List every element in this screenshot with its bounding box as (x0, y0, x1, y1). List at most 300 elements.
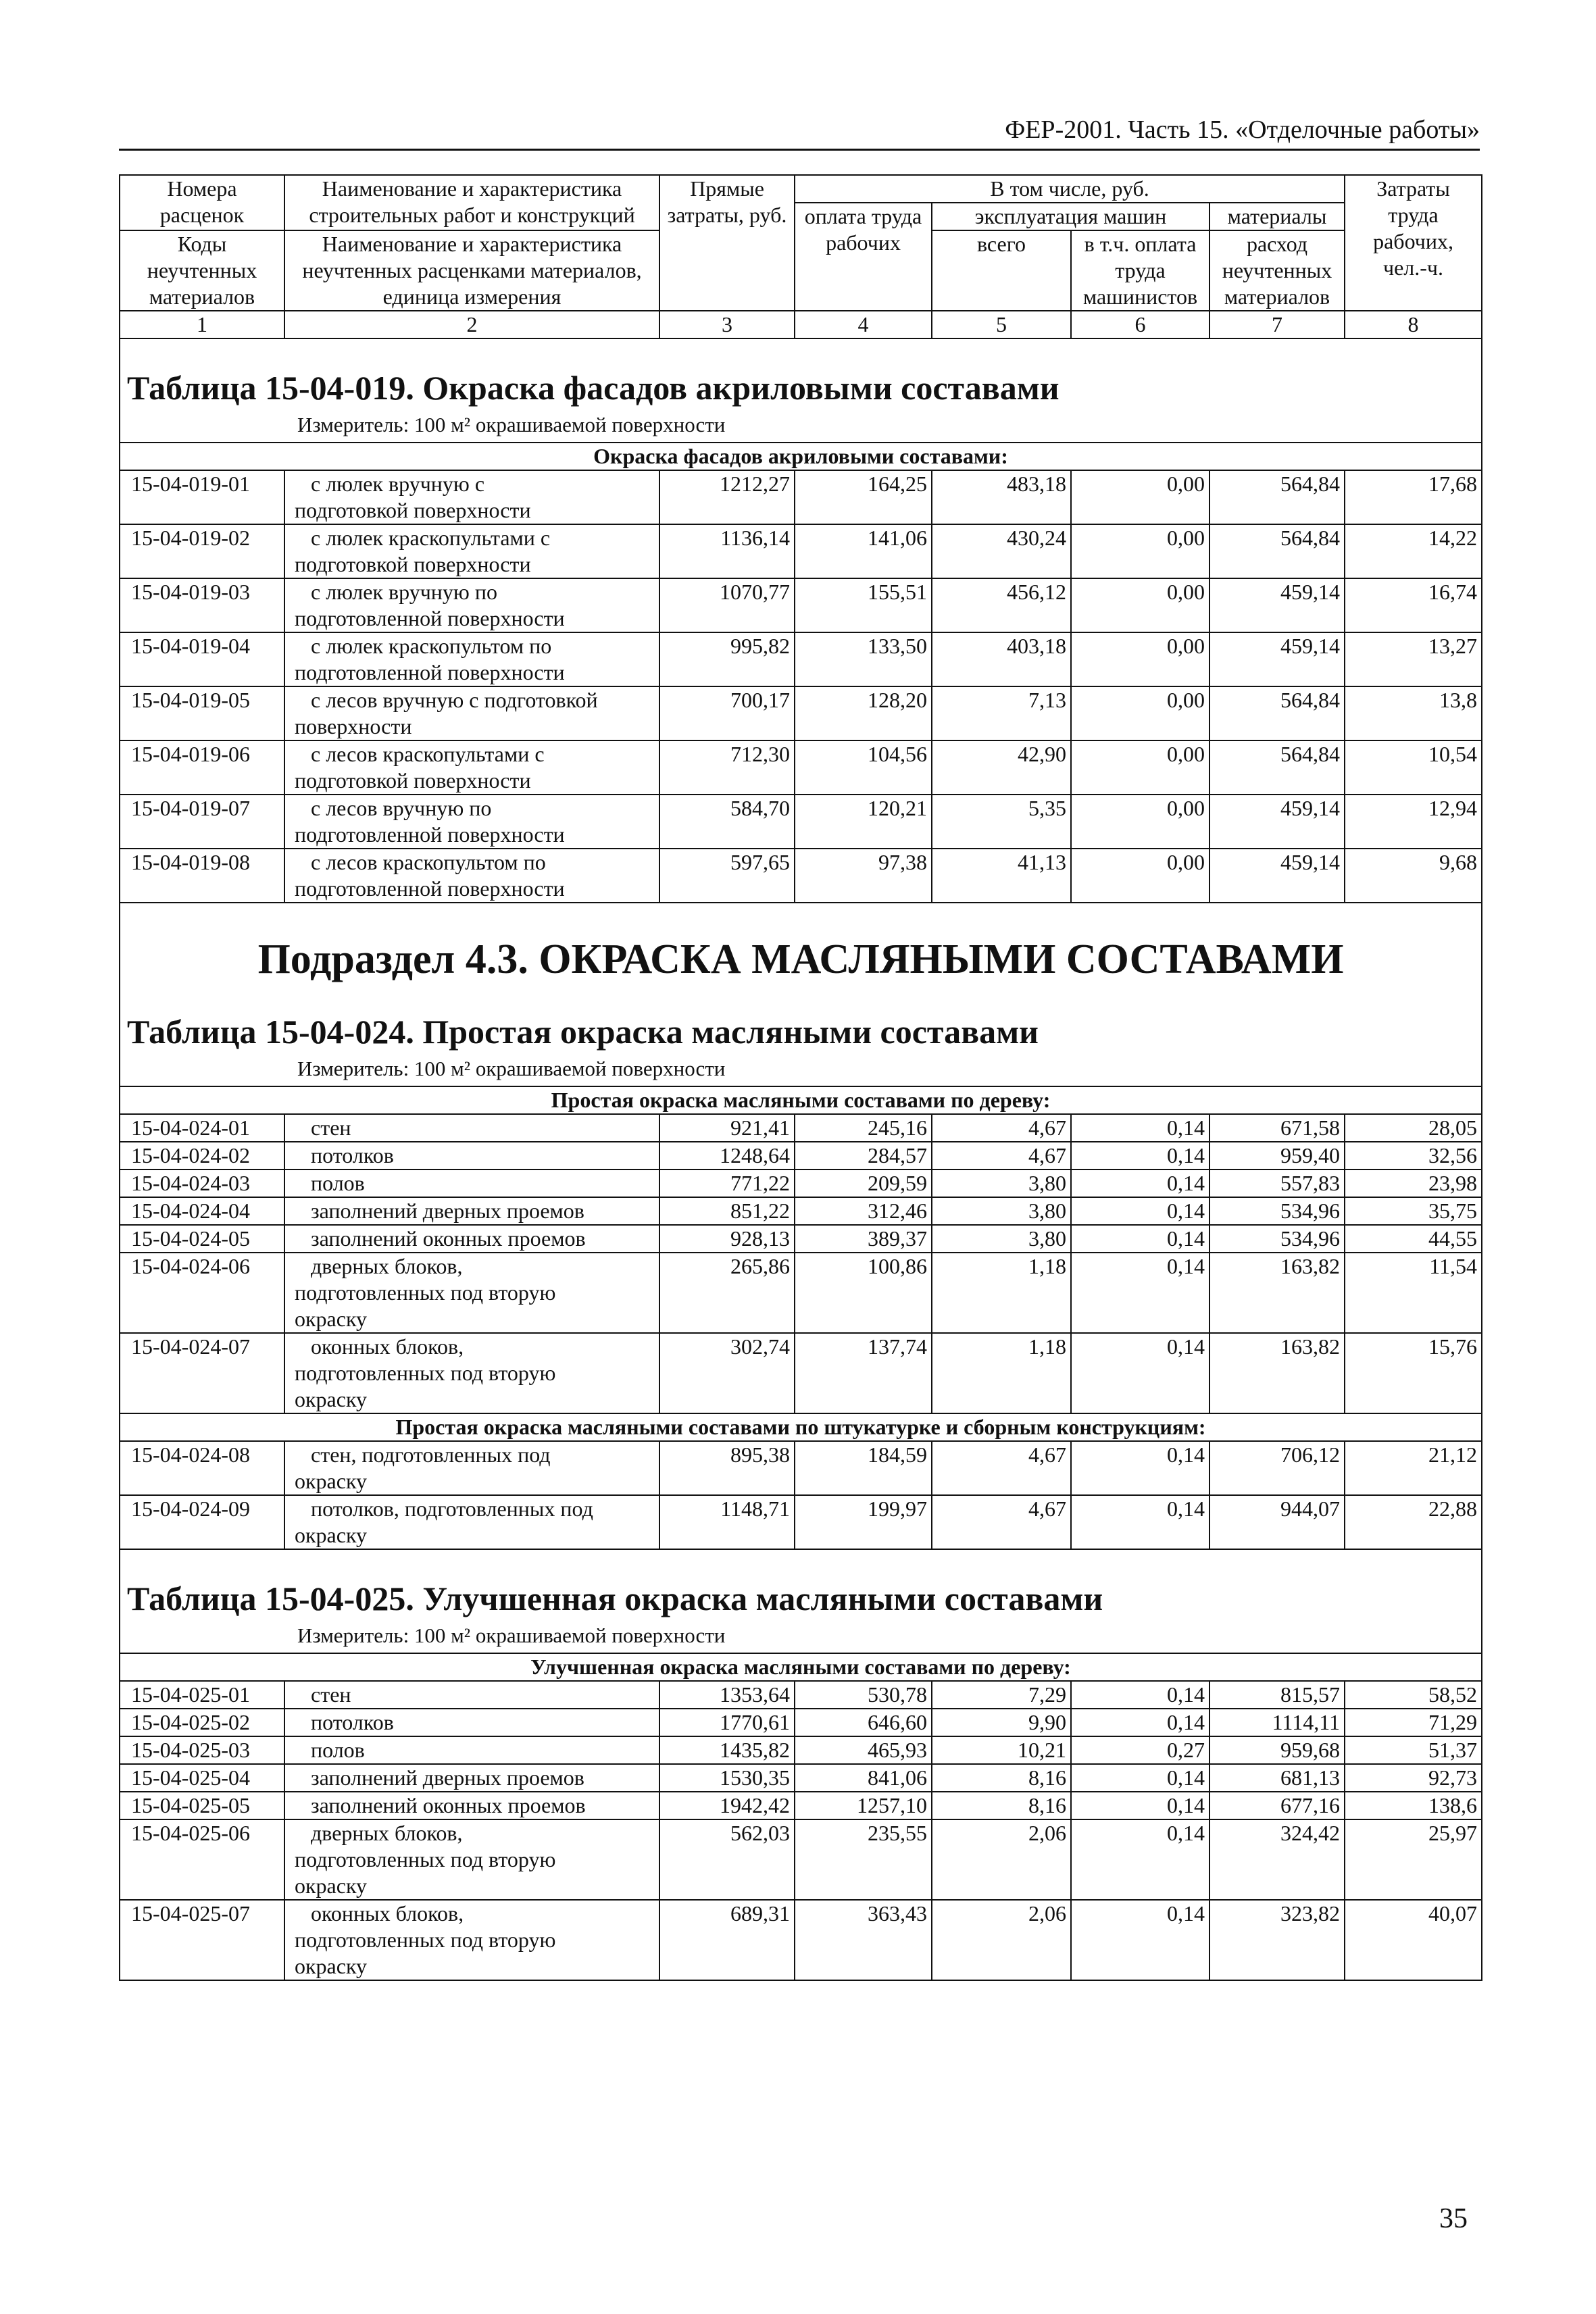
work-name-line: потолков (311, 1710, 394, 1734)
machinist-wages-cell: 0,14 (1071, 1900, 1210, 1980)
col1-bottom-header: Коды неучтенных материалов (120, 230, 284, 311)
work-name (284, 795, 659, 849)
labor-wages-cell: 646,60 (795, 1709, 932, 1736)
work-name-line: с лесов вручную по (311, 796, 492, 820)
work-name-line: окраску (295, 1873, 368, 1898)
labor-wages-cell: 199,97 (795, 1495, 932, 1549)
labor-wages-cell: 104,56 (795, 740, 932, 795)
rate-code: 15-04-019-01 (120, 470, 284, 524)
labor-hours-cell: 23,98 (1345, 1169, 1482, 1197)
table-025-title: Таблица 15-04-025. Улучшенная окраска масляными составами (127, 1580, 1103, 1617)
work-name-line: стен (311, 1115, 351, 1140)
materials-cost-cell: 706,12 (1210, 1441, 1345, 1495)
machinist-wages-cell: 0,14 (1071, 1114, 1210, 1142)
labor-wages-cell: 155,51 (795, 578, 932, 632)
rate-code: 15-04-025-02 (120, 1709, 284, 1736)
machines-total-cell: 3,80 (932, 1225, 1071, 1253)
table-row (120, 1333, 1482, 1413)
running-header: ФЕР-2001. Часть 15. «Отделочные работы» (119, 115, 1480, 151)
work-name (284, 740, 659, 795)
work-name-line: дверных блоков, (311, 1821, 463, 1845)
machines-total-cell: 10,21 (932, 1736, 1071, 1764)
col5-header: всего (932, 230, 1071, 311)
labor-wages-cell: 465,93 (795, 1736, 932, 1764)
machines-total-cell: 1,18 (932, 1253, 1071, 1333)
section-title: Подраздел 4.3. ОКРАСКА МАСЛЯНЫМИ СОСТАВАМИ (257, 936, 1344, 982)
direct-cost-cell: 700,17 (659, 686, 795, 740)
direct-cost-cell: 1942,42 (659, 1792, 795, 1819)
labor-hours-cell: 92,73 (1345, 1764, 1482, 1792)
work-name (284, 1900, 659, 1980)
column-number: 5 (932, 311, 1071, 338)
work-name (284, 686, 659, 740)
machinist-wages-cell: 0,14 (1071, 1142, 1210, 1169)
group-heading: Окраска фасадов акриловыми составами: (120, 443, 1482, 470)
machines-total-cell: 4,67 (932, 1114, 1071, 1142)
labor-hours-cell: 40,07 (1345, 1900, 1482, 1980)
work-name-line: окраску (295, 1307, 368, 1331)
direct-cost-cell: 1435,82 (659, 1736, 795, 1764)
group-row-024-wood (120, 1086, 1482, 1114)
work-name-line: подготовленной поверхности (295, 660, 565, 684)
work-name-line: потолков (311, 1143, 394, 1167)
column-numbers-row (120, 311, 1482, 338)
materials-cost-cell: 564,84 (1210, 470, 1345, 524)
work-name-line: подготовкой поверхности (295, 768, 531, 793)
table-row (120, 686, 1482, 740)
rate-code: 15-04-019-07 (120, 795, 284, 849)
rate-code: 15-04-024-03 (120, 1169, 284, 1197)
labor-hours-cell: 15,76 (1345, 1333, 1482, 1413)
table-row (120, 849, 1482, 903)
machines-total-cell: 3,80 (932, 1169, 1071, 1197)
rate-code: 15-04-025-01 (120, 1681, 284, 1709)
rate-code: 15-04-024-07 (120, 1333, 284, 1413)
price-table-container (119, 174, 1481, 1981)
work-name-line: подготовленных под вторую (295, 1847, 556, 1871)
column-number: 6 (1071, 311, 1210, 338)
machines-total-cell: 42,90 (932, 740, 1071, 795)
work-name (284, 632, 659, 686)
rate-code: 15-04-025-04 (120, 1764, 284, 1792)
table-row (120, 1114, 1482, 1142)
table-row (120, 1900, 1482, 1980)
labor-wages-cell: 137,74 (795, 1333, 932, 1413)
labor-wages-cell: 133,50 (795, 632, 932, 686)
page-number: 35 (1439, 2203, 1468, 2234)
materials-cost-cell: 564,84 (1210, 740, 1345, 795)
machines-total-cell: 9,90 (932, 1709, 1071, 1736)
machinist-wages-cell: 0,14 (1071, 1495, 1210, 1549)
labor-hours-cell: 13,27 (1345, 632, 1482, 686)
column-number: 4 (795, 311, 932, 338)
machinist-wages-cell: 0,14 (1071, 1225, 1210, 1253)
machinist-wages-cell: 0,00 (1071, 524, 1210, 578)
direct-cost-cell: 1530,35 (659, 1764, 795, 1792)
work-name-line: подготовленной поверхности (295, 822, 565, 847)
machinist-wages-cell: 0,14 (1071, 1764, 1210, 1792)
work-name (284, 1114, 659, 1142)
labor-hours-cell: 71,29 (1345, 1709, 1482, 1736)
work-name-line: заполнений дверных проемов (311, 1199, 584, 1223)
table-row (120, 632, 1482, 686)
direct-cost-cell: 584,70 (659, 795, 795, 849)
work-name-line: полов (311, 1171, 365, 1195)
rate-code: 15-04-019-08 (120, 849, 284, 903)
direct-cost-cell: 302,74 (659, 1333, 795, 1413)
work-name-line: полов (311, 1738, 365, 1762)
materials-cost-cell: 557,83 (1210, 1169, 1345, 1197)
direct-cost-cell: 689,31 (659, 1900, 795, 1980)
table-row (120, 1709, 1482, 1736)
column-number: 1 (120, 311, 284, 338)
rate-code: 15-04-024-04 (120, 1197, 284, 1225)
materials-cost-cell: 459,14 (1210, 795, 1345, 849)
work-name-line: с люлек вручную по (311, 580, 497, 604)
col1-top-header: Номера расценок (120, 175, 284, 230)
labor-hours-cell: 44,55 (1345, 1225, 1482, 1253)
work-name-line: с люлек вручную с (311, 472, 485, 496)
materials-header: материалы (1210, 203, 1345, 230)
machines-total-cell: 483,18 (932, 470, 1071, 524)
table-row (120, 524, 1482, 578)
machinist-wages-cell: 0,00 (1071, 849, 1210, 903)
work-name-line: стен, подготовленных под (311, 1442, 551, 1467)
work-name (284, 1681, 659, 1709)
direct-cost-cell: 562,03 (659, 1819, 795, 1900)
work-name-line: с лесов краскопультами с (311, 742, 545, 766)
machinist-wages-cell: 0,14 (1071, 1169, 1210, 1197)
work-name-line: подготовленных под вторую (295, 1280, 556, 1305)
table-row (120, 1142, 1482, 1169)
machines-total-cell: 4,67 (932, 1441, 1071, 1495)
machines-total-cell: 2,06 (932, 1819, 1071, 1900)
column-number: 3 (659, 311, 795, 338)
direct-cost-cell: 1212,27 (659, 470, 795, 524)
labor-hours-cell: 12,94 (1345, 795, 1482, 849)
labor-wages-cell: 100,86 (795, 1253, 932, 1333)
materials-cost-cell: 564,84 (1210, 686, 1345, 740)
group-heading: Простая окраска масляными составами по дереву: (120, 1086, 1482, 1114)
work-name-line: заполнений оконных проемов (311, 1226, 586, 1251)
rate-code: 15-04-024-02 (120, 1142, 284, 1169)
labor-wages-cell: 120,21 (795, 795, 932, 849)
labor-hours-cell: 10,54 (1345, 740, 1482, 795)
col8-header: Затраты труда рабочих, чел.-ч. (1345, 175, 1482, 311)
table-row (120, 1764, 1482, 1792)
machinist-wages-cell: 0,27 (1071, 1736, 1210, 1764)
direct-cost-cell: 851,22 (659, 1197, 795, 1225)
machines-total-cell: 3,80 (932, 1197, 1071, 1225)
column-number: 2 (284, 311, 659, 338)
col4-header: оплата труда рабочих (795, 203, 932, 311)
machines-total-cell: 8,16 (932, 1792, 1071, 1819)
labor-hours-cell: 9,68 (1345, 849, 1482, 903)
labor-hours-cell: 21,12 (1345, 1441, 1482, 1495)
labor-hours-cell: 25,97 (1345, 1819, 1482, 1900)
labor-wages-cell: 312,46 (795, 1197, 932, 1225)
machinist-wages-cell: 0,14 (1071, 1792, 1210, 1819)
rate-code: 15-04-025-03 (120, 1736, 284, 1764)
work-name-line: окраску (295, 1387, 368, 1411)
labor-hours-cell: 17,68 (1345, 470, 1482, 524)
work-name-line: оконных блоков, (311, 1334, 464, 1359)
machinist-wages-cell: 0,14 (1071, 1253, 1210, 1333)
machines-header: эксплуатация машин (932, 203, 1210, 230)
work-name-line: подготовленной поверхности (295, 876, 565, 901)
group-row-024-plaster (120, 1413, 1482, 1441)
machinist-wages-cell: 0,14 (1071, 1333, 1210, 1413)
rate-code: 15-04-019-05 (120, 686, 284, 740)
labor-hours-cell: 28,05 (1345, 1114, 1482, 1142)
direct-cost-cell: 597,65 (659, 849, 795, 903)
machines-total-cell: 5,35 (932, 795, 1071, 849)
labor-hours-cell: 35,75 (1345, 1197, 1482, 1225)
materials-cost-cell: 677,16 (1210, 1792, 1345, 1819)
work-name-line: с лесов краскопультом по (311, 850, 546, 874)
labor-wages-cell: 164,25 (795, 470, 932, 524)
rate-code: 15-04-024-08 (120, 1441, 284, 1495)
table-row (120, 1441, 1482, 1495)
rate-code: 15-04-024-06 (120, 1253, 284, 1333)
machines-total-cell: 41,13 (932, 849, 1071, 903)
work-name (284, 1253, 659, 1333)
table-019-measure-unit: Измеритель: 100 м² окрашиваемой поверхности (297, 413, 726, 436)
labor-hours-cell: 51,37 (1345, 1736, 1482, 1764)
table-row (120, 578, 1482, 632)
table-row (120, 1197, 1482, 1225)
materials-cost-cell: 163,82 (1210, 1253, 1345, 1333)
rate-code: 15-04-024-05 (120, 1225, 284, 1253)
work-name (284, 849, 659, 903)
machines-total-cell: 4,67 (932, 1142, 1071, 1169)
labor-wages-cell: 841,06 (795, 1764, 932, 1792)
work-name (284, 1441, 659, 1495)
labor-hours-cell: 11,54 (1345, 1253, 1482, 1333)
materials-cost-cell: 671,58 (1210, 1114, 1345, 1142)
section-title-row (120, 903, 1482, 1086)
work-name-line: заполнений оконных проемов (311, 1793, 586, 1817)
column-number: 7 (1210, 311, 1345, 338)
rate-code: 15-04-025-05 (120, 1792, 284, 1819)
labor-wages-cell: 363,43 (795, 1900, 932, 1980)
col2-bottom-header: Наименование и характеристика неучтенных расценками материалов, единица измерения (284, 230, 659, 311)
materials-cost-cell: 815,57 (1210, 1681, 1345, 1709)
work-name-line: подготовленной поверхности (295, 606, 565, 630)
machinist-wages-cell: 0,00 (1071, 686, 1210, 740)
column-number: 8 (1345, 311, 1482, 338)
work-name (284, 524, 659, 578)
materials-cost-cell: 163,82 (1210, 1333, 1345, 1413)
table-019-title-row (120, 338, 1482, 443)
machines-total-cell: 1,18 (932, 1333, 1071, 1413)
machines-total-cell: 7,13 (932, 686, 1071, 740)
work-name-line: дверных блоков, (311, 1254, 463, 1278)
machinist-wages-cell: 0,00 (1071, 632, 1210, 686)
labor-wages-cell: 245,16 (795, 1114, 932, 1142)
group-row-025 (120, 1653, 1482, 1681)
machinist-wages-cell: 0,14 (1071, 1441, 1210, 1495)
direct-cost-cell: 771,22 (659, 1169, 795, 1197)
col3-header: Прямые затраты, руб. (659, 175, 795, 311)
work-name-line: подготовленных под вторую (295, 1928, 556, 1952)
including-header: В том числе, руб. (795, 175, 1345, 203)
table-row (120, 1681, 1482, 1709)
work-name-line: подготовкой поверхности (295, 552, 531, 576)
work-name (284, 1709, 659, 1736)
work-name (284, 1225, 659, 1253)
direct-cost-cell: 921,41 (659, 1114, 795, 1142)
price-table (119, 174, 1482, 1981)
machinist-wages-cell: 0,00 (1071, 578, 1210, 632)
work-name (284, 1495, 659, 1549)
work-name-line: с лесов вручную с подготовкой (311, 688, 598, 712)
materials-cost-cell: 681,13 (1210, 1764, 1345, 1792)
direct-cost-cell: 1353,64 (659, 1681, 795, 1709)
labor-hours-cell: 138,6 (1345, 1792, 1482, 1819)
work-name-line: окраску (295, 1954, 368, 1978)
table-024-title: Таблица 15-04-024. Простая окраска масляными составами (127, 1013, 1039, 1051)
machines-total-cell: 8,16 (932, 1764, 1071, 1792)
col7-header: расход неучтенных материалов (1210, 230, 1345, 311)
group-row-019 (120, 443, 1482, 470)
labor-hours-cell: 58,52 (1345, 1681, 1482, 1709)
labor-hours-cell: 13,8 (1345, 686, 1482, 740)
work-name-line: стен (311, 1682, 351, 1707)
machinist-wages-cell: 0,14 (1071, 1819, 1210, 1900)
labor-wages-cell: 128,20 (795, 686, 932, 740)
table-row (120, 1253, 1482, 1333)
materials-cost-cell: 959,40 (1210, 1142, 1345, 1169)
labor-wages-cell: 141,06 (795, 524, 932, 578)
labor-hours-cell: 22,88 (1345, 1495, 1482, 1549)
work-name (284, 1333, 659, 1413)
labor-wages-cell: 1257,10 (795, 1792, 932, 1819)
rate-code: 15-04-024-01 (120, 1114, 284, 1142)
work-name-line: подготовленных под вторую (295, 1361, 556, 1385)
work-name-line: поверхности (295, 714, 412, 738)
table-019-title: Таблица 15-04-019. Окраска фасадов акриловыми составами (127, 369, 1059, 407)
machinist-wages-cell: 0,00 (1071, 795, 1210, 849)
direct-cost-cell: 1770,61 (659, 1709, 795, 1736)
table-row (120, 1495, 1482, 1549)
work-name (284, 470, 659, 524)
direct-cost-cell: 995,82 (659, 632, 795, 686)
labor-wages-cell: 389,37 (795, 1225, 932, 1253)
machinist-wages-cell: 0,14 (1071, 1681, 1210, 1709)
rate-code: 15-04-019-04 (120, 632, 284, 686)
table-row (120, 795, 1482, 849)
rate-code: 15-04-019-06 (120, 740, 284, 795)
work-name (284, 1169, 659, 1197)
group-heading: Простая окраска масляными составами по штукатурке и сборным конструкциям: (120, 1413, 1482, 1441)
work-name (284, 578, 659, 632)
direct-cost-cell: 265,86 (659, 1253, 795, 1333)
direct-cost-cell: 928,13 (659, 1225, 795, 1253)
header-row-1 (120, 175, 1482, 203)
materials-cost-cell: 1114,11 (1210, 1709, 1345, 1736)
table-row (120, 1169, 1482, 1197)
table-row (120, 1792, 1482, 1819)
rate-code: 15-04-019-02 (120, 524, 284, 578)
direct-cost-cell: 712,30 (659, 740, 795, 795)
labor-wages-cell: 284,57 (795, 1142, 932, 1169)
materials-cost-cell: 459,14 (1210, 849, 1345, 903)
machinist-wages-cell: 0,00 (1071, 740, 1210, 795)
table-row (120, 1225, 1482, 1253)
work-name-line: окраску (295, 1469, 368, 1493)
rate-code: 15-04-025-06 (120, 1819, 284, 1900)
labor-hours-cell: 16,74 (1345, 578, 1482, 632)
direct-cost-cell: 1136,14 (659, 524, 795, 578)
table-024-measure-unit: Измеритель: 100 м² окрашиваемой поверхности (297, 1057, 726, 1080)
materials-cost-cell: 534,96 (1210, 1225, 1345, 1253)
rate-code: 15-04-024-09 (120, 1495, 284, 1549)
work-name (284, 1142, 659, 1169)
machinist-wages-cell: 0,14 (1071, 1197, 1210, 1225)
table-row (120, 1819, 1482, 1900)
table-row (120, 470, 1482, 524)
materials-cost-cell: 459,14 (1210, 632, 1345, 686)
labor-wages-cell: 184,59 (795, 1441, 932, 1495)
machines-total-cell: 7,29 (932, 1681, 1071, 1709)
labor-wages-cell: 209,59 (795, 1169, 932, 1197)
table-row (120, 1736, 1482, 1764)
direct-cost-cell: 1070,77 (659, 578, 795, 632)
work-name-line: оконных блоков, (311, 1901, 464, 1926)
work-name-line: подготовкой поверхности (295, 498, 531, 522)
work-name-line: с люлек краскопультом по (311, 634, 552, 658)
labor-wages-cell: 97,38 (795, 849, 932, 903)
rate-code: 15-04-025-07 (120, 1900, 284, 1980)
machines-total-cell: 4,67 (932, 1495, 1071, 1549)
work-name (284, 1819, 659, 1900)
work-name-line: потолков, подготовленных под (311, 1496, 593, 1521)
machines-total-cell: 430,24 (932, 524, 1071, 578)
direct-cost-cell: 1248,64 (659, 1142, 795, 1169)
table-025-measure-unit: Измеритель: 100 м² окрашиваемой поверхности (297, 1624, 726, 1647)
machines-total-cell: 456,12 (932, 578, 1071, 632)
machines-total-cell: 2,06 (932, 1900, 1071, 1980)
direct-cost-cell: 1148,71 (659, 1495, 795, 1549)
work-name-line: заполнений дверных проемов (311, 1765, 584, 1790)
materials-cost-cell: 459,14 (1210, 578, 1345, 632)
labor-hours-cell: 14,22 (1345, 524, 1482, 578)
machinist-wages-cell: 0,00 (1071, 470, 1210, 524)
group-heading: Улучшенная окраска масляными составами по дереву: (120, 1653, 1482, 1681)
labor-wages-cell: 235,55 (795, 1819, 932, 1900)
table-row (120, 740, 1482, 795)
machines-total-cell: 403,18 (932, 632, 1071, 686)
work-name (284, 1764, 659, 1792)
materials-cost-cell: 323,82 (1210, 1900, 1345, 1980)
labor-wages-cell: 530,78 (795, 1681, 932, 1709)
work-name-line: окраску (295, 1523, 368, 1547)
materials-cost-cell: 959,68 (1210, 1736, 1345, 1764)
materials-cost-cell: 944,07 (1210, 1495, 1345, 1549)
col6-header: в т.ч. оплата труда машинистов (1071, 230, 1210, 311)
direct-cost-cell: 895,38 (659, 1441, 795, 1495)
materials-cost-cell: 534,96 (1210, 1197, 1345, 1225)
work-name (284, 1792, 659, 1819)
table-025-title-row (120, 1549, 1482, 1653)
rate-code: 15-04-019-03 (120, 578, 284, 632)
materials-cost-cell: 324,42 (1210, 1819, 1345, 1900)
col2-top-header: Наименование и характеристика строительных работ и конструкций (284, 175, 659, 230)
work-name-line: с люлек краскопультами с (311, 526, 551, 550)
labor-hours-cell: 32,56 (1345, 1142, 1482, 1169)
work-name (284, 1736, 659, 1764)
